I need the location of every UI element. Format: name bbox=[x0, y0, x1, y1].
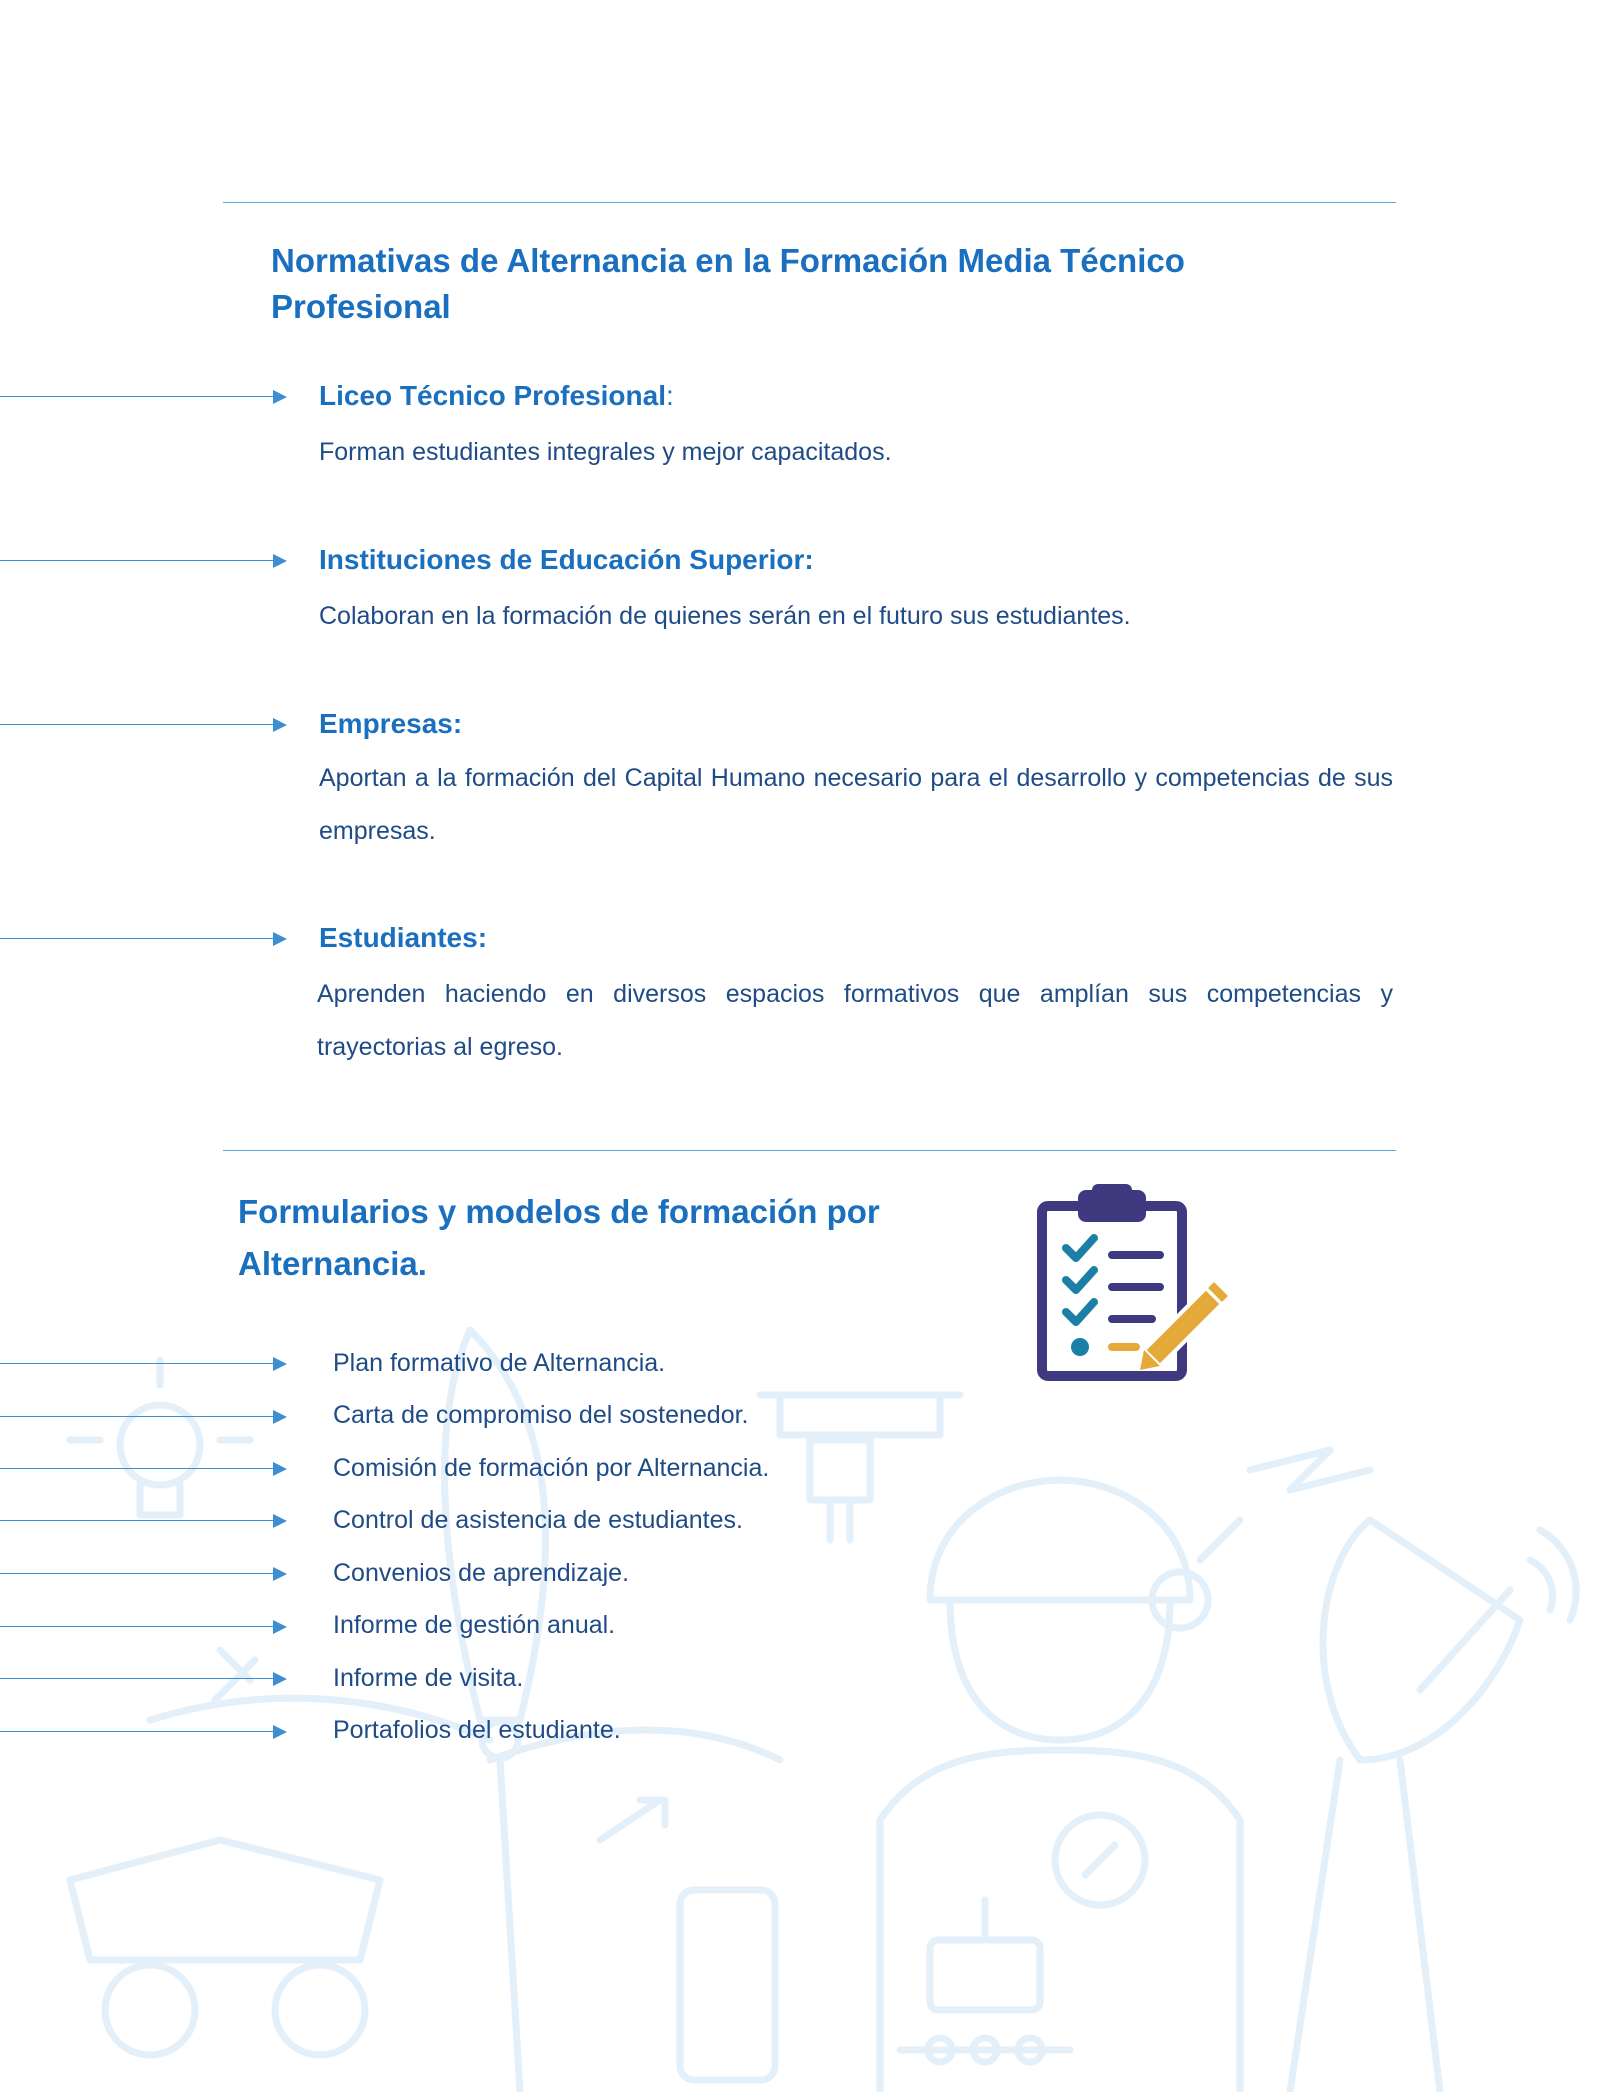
middle-divider bbox=[223, 1150, 1396, 1151]
list-item: Portafolios del estudiante. bbox=[333, 1716, 621, 1744]
list-arrow bbox=[0, 1410, 287, 1424]
item-title-colon: : bbox=[665, 380, 674, 411]
list-item: Informe de visita. bbox=[333, 1664, 524, 1692]
item-arrow bbox=[0, 932, 287, 946]
item-arrow bbox=[0, 554, 287, 568]
list-item: Comisión de formación por Alternancia. bbox=[333, 1454, 770, 1482]
list-item: Plan formativo de Alternancia. bbox=[333, 1349, 666, 1377]
top-divider bbox=[223, 202, 1396, 203]
item-description-empresas: Aportan a la formación del Capital Humano necesario para el desarrollo y competencias de sus empresas. bbox=[319, 764, 1393, 845]
list-arrow bbox=[0, 1462, 287, 1476]
list-arrow bbox=[0, 1357, 287, 1371]
list-arrow bbox=[0, 1620, 287, 1634]
item-title-liceo bbox=[319, 378, 674, 414]
section2-title: Formularios y modelos de formación por Alternancia. bbox=[238, 1193, 880, 1282]
section1-title: Normativas de Alternancia en la Formación Media Técnico Profesional bbox=[271, 242, 1185, 325]
item-description-estudiantes: Aprenden haciendo en diversos espacios formativos que amplían sus competencias y trayectorias al egreso. bbox=[317, 980, 1393, 1061]
clipboard-checklist-icon bbox=[1036, 1184, 1230, 1384]
item-description-liceo: Forman estudiantes integrales y mejor capacitados. bbox=[319, 438, 892, 466]
item-title-empresas: Empresas: bbox=[319, 708, 463, 739]
item-arrow bbox=[0, 718, 287, 732]
list-arrow bbox=[0, 1725, 287, 1739]
item-title-estudiantes: Estudiantes: bbox=[319, 922, 488, 953]
list-item: Carta de compromiso del sostenedor. bbox=[333, 1401, 749, 1429]
list-arrow bbox=[0, 1514, 287, 1528]
list-item: Informe de gestión anual. bbox=[333, 1611, 616, 1639]
list-arrow bbox=[0, 1672, 287, 1686]
list-arrow bbox=[0, 1567, 287, 1581]
item-title-text: Liceo Técnico Profesional bbox=[319, 380, 666, 411]
list-item: Control de asistencia de estudiantes. bbox=[333, 1506, 743, 1534]
list-item: Convenios de aprendizaje. bbox=[333, 1559, 630, 1587]
item-description-instituciones: Colaboran en la formación de quienes serán en el futuro sus estudiantes. bbox=[319, 602, 1131, 630]
item-arrow bbox=[0, 390, 287, 404]
item-title-instituciones: Instituciones de Educación Superior: bbox=[319, 544, 814, 575]
